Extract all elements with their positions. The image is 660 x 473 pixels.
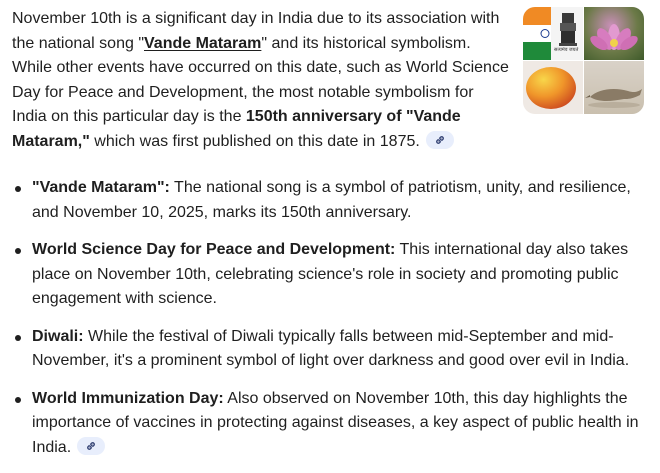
point-label: Diwali:	[32, 327, 84, 345]
lotus-image[interactable]	[584, 7, 644, 60]
dolphin-image[interactable]	[584, 61, 644, 114]
intro-bold: 150th anniversary of "Vande Mataram,"	[12, 108, 461, 150]
point-text: The national song is a symbol of patriotism, unity, and resilience, and November 10, 2025, marks its 150th anniversary.	[32, 179, 631, 221]
emblem-caption: सत्यमेव जयते	[554, 47, 579, 53]
list-item	[12, 176, 652, 225]
intro-text-1: November 10th is a significant day in India due to its association with the national song "	[12, 10, 500, 52]
lotus-flower-icon	[584, 7, 644, 60]
point-label: World Science Day for Peace and Development:	[32, 241, 396, 258]
link-icon	[434, 134, 446, 146]
point-label: World Immunization Day:	[32, 389, 224, 407]
intro-text-2: " and its historical symbolism. While other events have occurred on this date, such as World Science Day for Peace and Development, the most notable symbolism for India on this particular day is the	[12, 34, 509, 125]
intro-paragraph	[12, 7, 512, 154]
list-item	[12, 325, 652, 374]
source-link-chip[interactable]	[426, 131, 454, 149]
river-dolphin-icon	[584, 61, 644, 114]
point-text: Also observed on November 10th, this day highlights the importance of vaccines in protecting against diseases, a key aspect of public health in India.	[32, 389, 639, 456]
list-item	[12, 387, 652, 461]
point-text: This international day also takes place on November 10th, celebrating science's role in society and promoting public engagement with science.	[32, 241, 629, 307]
intro-text-3: which was first published on this date in 1875.	[89, 132, 420, 150]
link-icon	[85, 440, 97, 452]
point-text: While the festival of Diwali typically falls between mid-September and mid-November, it's a prominent symbol of light over darkness and good over evil in India.	[32, 327, 630, 369]
bullet-list	[12, 176, 652, 473]
list-item	[12, 238, 652, 312]
vande-mataram-link[interactable]: Vande Mataram	[144, 34, 262, 52]
mango-image[interactable]	[523, 61, 583, 114]
mango-icon	[523, 61, 583, 114]
flag-emblem-image[interactable]	[523, 7, 583, 60]
point-label: "Vande Mataram":	[32, 179, 170, 196]
source-link-chip[interactable]	[77, 437, 105, 455]
image-gallery[interactable]	[523, 7, 644, 114]
